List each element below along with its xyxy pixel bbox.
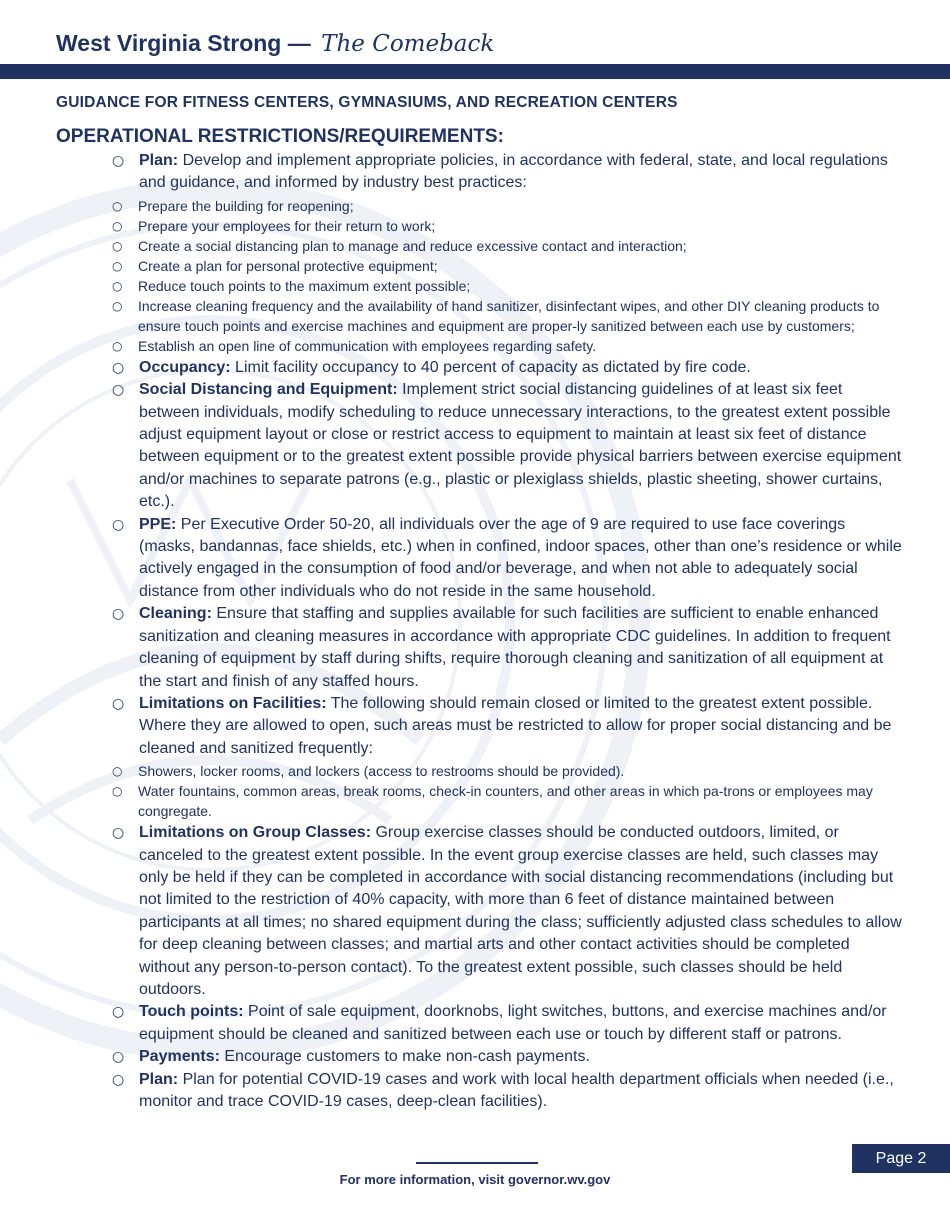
sub-list [112, 196, 904, 356]
item-text: The following should remain closed or limited to the greatest extent possible. Where they are allowed to open, such areas must be restricted to allow for proper social distancing and be cleaned and sanitized frequently: [139, 694, 892, 757]
sub-list-item [112, 781, 904, 821]
bullet-icon: ○ [112, 258, 123, 273]
list-item [112, 1001, 904, 1046]
list-item [112, 379, 904, 513]
header-title-text: West Virginia Strong — [56, 30, 311, 56]
section-heading: OPERATIONAL RESTRICTIONS/REQUIREMENTS: [56, 126, 504, 147]
item-label: Limitations on Group Classes: [139, 824, 372, 842]
item-text: Point of sale equipment, doorknobs, light switches, buttons, and exercise machines and/or equipment should be cleaned and sanitized between each use or touch by different staff or patrons. [139, 1003, 887, 1043]
header-bar [0, 64, 950, 79]
bullet-icon: ○ [112, 382, 125, 399]
bullet-icon: ○ [112, 825, 125, 842]
footer-info-text: For more information, visit governor.wv.gov [339, 1172, 611, 1187]
sub-item-text: Increase cleaning frequency and the availability of hand sanitizer, disinfectant wipes, and other DIY cleaning products to ensure touch points and exercise machines and equipment are proper-ly sanitized between each use by customers; [138, 297, 880, 334]
sub-item-text: Create a social distancing plan to manage and reduce excessive contact and interaction; [138, 237, 687, 254]
item-label: Cleaning: [139, 605, 212, 623]
list-item [112, 693, 904, 760]
item-text: Per Executive Order 50-20, all individuals over the age of 9 are required to use face coverings (masks, bandannas, face shields, etc.) when in confined, indoor spaces, other than one’s residence or while actively engaged in the consumption of food and/or beverage, and when not able to adequately social distance from other individuals who do not reside in the same household. [139, 515, 902, 600]
bullet-icon: ○ [112, 695, 125, 712]
sub-list-item [112, 196, 904, 216]
item-text: Encourage customers to make non-cash payments. [224, 1048, 590, 1066]
sub-list-item [112, 276, 904, 296]
list-item [112, 357, 904, 379]
bullet-icon: ○ [112, 198, 123, 213]
sub-list-item [112, 296, 904, 336]
list-item [112, 1046, 904, 1068]
bullet-icon: ○ [112, 516, 125, 533]
header-script-tagline: The Comeback [321, 31, 495, 57]
item-text: Develop and implement appropriate policies, in accordance with federal, state, and local regulations and guidance, and informed by industry best practices: [139, 152, 888, 192]
list-item [112, 514, 904, 604]
item-label: Limitations on Facilities: [139, 694, 327, 712]
bullet-icon: ○ [112, 606, 125, 623]
list-item [112, 1069, 904, 1114]
sub-item-text: Reduce touch points to the maximum extent possible; [138, 277, 471, 294]
footer-divider [416, 1162, 538, 1164]
item-text: Plan for potential COVID-19 cases and work with local health department officials when needed (i.e., monitor and trace COVID-19 cases, deep-clean facilities). [139, 1070, 894, 1110]
list-item [112, 822, 904, 1001]
sub-item-text: Water fountains, common areas, break rooms, check-in counters, and other areas in which pa-trons or employees may congregate. [138, 783, 873, 820]
bullet-icon: ○ [112, 278, 123, 293]
sub-item-text: Create a plan for personal protective equipment; [138, 257, 438, 274]
item-label: Touch points: [139, 1003, 244, 1021]
sub-list-item [112, 216, 904, 236]
item-text: Ensure that staffing and supplies available for such facilities are sufficient to enable enhanced sanitization and cleaning measures in accordance with appropriate CDC guidelines. In addition to frequent cleaning of equipment by staff during shifts, require thorough cleaning and sanitization of all equipment at the start and finish of any staffed hours. [139, 605, 891, 690]
page-header [0, 0, 950, 80]
item-label: PPE: [139, 515, 177, 533]
bullet-icon: ○ [112, 298, 123, 313]
bullet-icon: ○ [112, 153, 125, 169]
sub-list-item [112, 256, 904, 276]
item-label: Plan: [139, 152, 179, 169]
item-label: Payments: [139, 1048, 220, 1066]
bullet-icon: ○ [112, 764, 123, 779]
sub-item-text: Showers, locker rooms, and lockers (access to restrooms should be provided). [138, 763, 625, 780]
sub-list-item [112, 761, 904, 781]
bullet-icon: ○ [112, 1004, 125, 1021]
item-text: Group exercise classes should be conducted outdoors, limited, or canceled to the greatest extent possible. In the event group exercise classes are held, such classes may only be held if they can be completed in accordance with social distancing recommendations (including but not limited to the restriction of 40% capacity, with more than 6 feet of distance maintained between participants at all times; no shared equipment during the class; sufficiently adjusted class schedules to allow for deep cleaning between classes; and martial arts and other contact activities should be completed without any person-to-person contact). To the greatest extent possible, such classes should be held outdoors. [139, 824, 902, 998]
page-number-badge: Page 2 [852, 1144, 950, 1173]
bullet-icon: ○ [112, 1071, 125, 1088]
bullet-icon: ○ [112, 359, 125, 376]
sub-item-text: Prepare the building for reopening; [138, 197, 354, 214]
item-text: Implement strict social distancing guidelines of at least six feet between individuals, modify scheduling to reduce unnecessary interactions, to the greatest extent possible adjust equipment layout or close or restrict access to equipment to maintain at least six feet of distance between equipment or to the greatest extent possible provide physical barriers between exercise equipment and/or machines to separate patrons (e.g., plastic or plexiglass shields, plastic sheeting, shower curtains, etc.). [139, 381, 902, 511]
sub-item-text: Establish an open line of communication with employees regarding safety. [138, 337, 597, 354]
item-label: Occupancy: [139, 358, 231, 376]
sub-item-text: Prepare your employees for their return to work; [138, 217, 436, 234]
item-label: Plan: [139, 1070, 179, 1088]
bullet-icon: ○ [112, 238, 123, 253]
item-text: Limit facility occupancy to 40 percent of capacity as dictated by fire code. [235, 358, 751, 376]
sub-list [112, 761, 904, 821]
list-item [112, 150, 904, 195]
list-item [112, 603, 904, 693]
item-label: Social Distancing and Equipment: [139, 381, 398, 399]
bullet-icon: ○ [112, 218, 123, 233]
requirements-list [112, 150, 904, 1113]
bullet-icon: ○ [112, 338, 123, 353]
sub-list-item [112, 336, 904, 356]
guidance-title: GUIDANCE FOR FITNESS CENTERS, GYMNASIUMS, AND RECREATION CENTERS [56, 94, 678, 111]
bullet-icon: ○ [112, 784, 123, 799]
bullet-icon: ○ [112, 1049, 125, 1066]
sub-list-item [112, 236, 904, 256]
header-title [56, 30, 494, 57]
